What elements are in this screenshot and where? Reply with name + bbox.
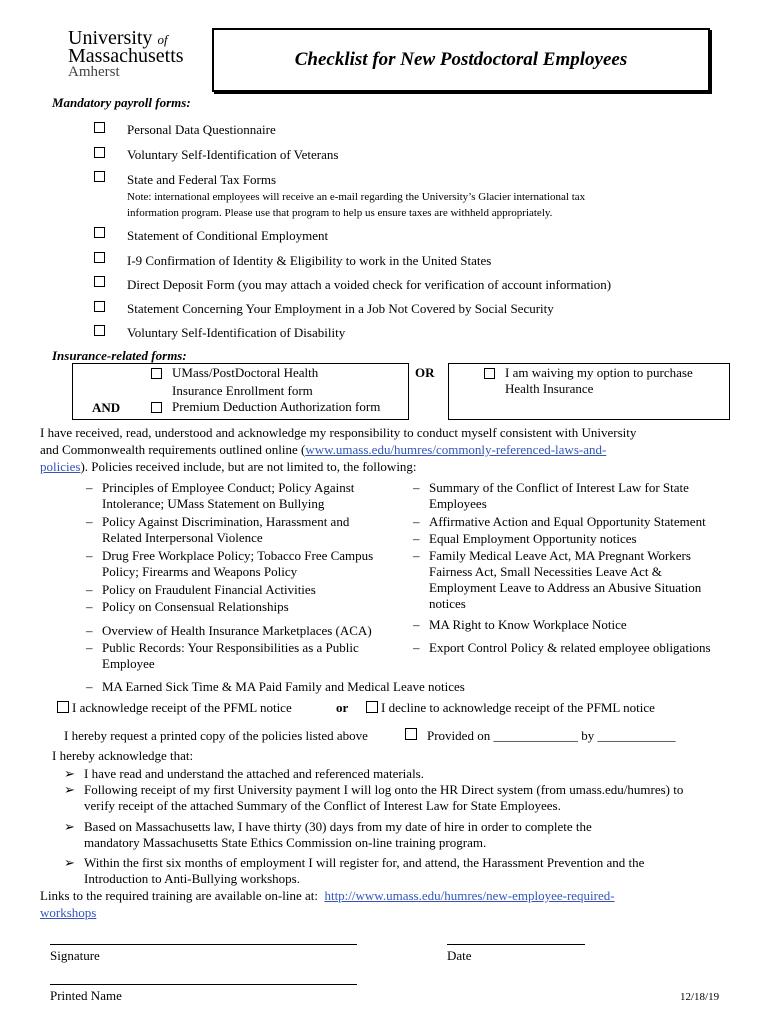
checkbox[interactable] bbox=[57, 701, 69, 713]
page-title: Checklist for New Postdoctoral Employees bbox=[294, 49, 628, 70]
policy-item bbox=[86, 640, 406, 672]
payroll-item-label: Voluntary Self-Identification of Veterans bbox=[127, 147, 339, 162]
logo-line-university: University bbox=[68, 27, 153, 49]
pfml-ack-checkbox-wrap[interactable] bbox=[57, 700, 69, 718]
printed-copy-checkbox-wrap[interactable] bbox=[405, 727, 417, 745]
payroll-item[interactable] bbox=[94, 275, 105, 291]
page-title-box bbox=[212, 28, 710, 92]
dash: – bbox=[86, 582, 93, 597]
policy-text: Drug Free Workplace Policy; Tobacco Free Campus bbox=[102, 548, 374, 563]
payroll-item[interactable] bbox=[94, 251, 105, 267]
policy-item bbox=[413, 514, 743, 530]
ack-item: Within the first six months of employment I will register for, and attend, the Harassment Prevention and the bbox=[84, 855, 645, 870]
waive-label: I am waiving my option to purchase bbox=[505, 365, 693, 380]
policy-text: Summary of the Conflict of Interest Law for State bbox=[429, 480, 689, 495]
policy-item bbox=[86, 480, 406, 512]
policy-text: Related Interpersonal Violence bbox=[102, 530, 263, 545]
training-line bbox=[40, 888, 615, 904]
pfml-decline-label: I decline to acknowledge receipt of the PFML notice bbox=[381, 700, 655, 715]
insurance-heading: Insurance-related forms: bbox=[52, 348, 187, 363]
ack-intro-text: and Commonwealth requirements outlined online ( bbox=[40, 442, 306, 457]
policy-text: Public Records: Your Responsibilities as a Public bbox=[102, 640, 359, 655]
dash: – bbox=[86, 480, 93, 495]
payroll-item-label: State and Federal Tax Forms bbox=[127, 172, 277, 187]
dash: – bbox=[86, 514, 93, 529]
policy-text: Employment Leave to Address an Abusive Situation bbox=[429, 580, 702, 595]
policy-text: Policy; Firearms and Weapons Policy bbox=[102, 564, 298, 579]
policy-text: Export Control Policy & related employee obligations bbox=[429, 640, 711, 655]
dash: – bbox=[86, 548, 93, 563]
payroll-item-label: Statement of Conditional Employment bbox=[127, 228, 329, 243]
payroll-item[interactable] bbox=[94, 146, 105, 162]
logo-line-massachusetts: Massachusetts bbox=[68, 45, 184, 67]
logo-line-amherst: Amherst bbox=[68, 64, 120, 80]
ack-item: Following receipt of my first University payment I will log onto the HR Direct system (from umass.edu/humres) to bbox=[84, 782, 684, 797]
waive-checkbox-wrap[interactable] bbox=[484, 366, 495, 384]
dash: – bbox=[86, 640, 93, 655]
dash: – bbox=[86, 599, 93, 614]
checkbox[interactable] bbox=[405, 728, 417, 740]
arrow-bullet-icon: ➢ bbox=[64, 766, 75, 781]
policy-item bbox=[86, 679, 586, 695]
policies-link[interactable]: www.umass.edu/humres/commonly-referenced-laws-and- bbox=[305, 442, 607, 457]
policy-text: Policy on Consensual Relationships bbox=[102, 599, 289, 614]
policy-item bbox=[86, 623, 406, 639]
ack-item: verify receipt of the attached Summary of the Conflict of Interest Law for State Employees. bbox=[84, 798, 561, 813]
policy-text: Family Medical Leave Act, MA Pregnant Workers bbox=[429, 548, 691, 563]
provided-on-field: Provided on _____________ by ____________ bbox=[427, 728, 676, 743]
payroll-item-label: Direct Deposit Form (you may attach a voided check for verification of account information) bbox=[127, 277, 612, 292]
pfml-or: or bbox=[336, 700, 349, 715]
payroll-item[interactable] bbox=[94, 324, 105, 340]
checkbox[interactable] bbox=[94, 252, 105, 263]
enroll-checkbox-wrap[interactable] bbox=[151, 366, 162, 384]
policy-item bbox=[86, 582, 406, 598]
training-link[interactable]: workshops bbox=[40, 905, 97, 920]
checkbox[interactable] bbox=[94, 227, 105, 238]
enroll-label: Insurance Enrollment form bbox=[172, 383, 313, 398]
pfml-ack-label: I acknowledge receipt of the PFML notice bbox=[72, 700, 292, 715]
checkbox[interactable] bbox=[484, 368, 495, 379]
form-date: 12/18/19 bbox=[680, 991, 720, 1003]
policy-item bbox=[413, 617, 743, 633]
ack-list-heading: I hereby acknowledge that: bbox=[52, 748, 194, 763]
printed-name-line[interactable] bbox=[50, 984, 357, 985]
premium-checkbox-wrap[interactable] bbox=[151, 400, 162, 418]
checkbox[interactable] bbox=[94, 276, 105, 287]
payroll-item-label: I-9 Confirmation of Identity & Eligibility to work in the United States bbox=[127, 253, 492, 268]
dash: – bbox=[413, 640, 420, 655]
ack-intro-line bbox=[40, 458, 417, 475]
arrow-bullet-icon: ➢ bbox=[64, 782, 75, 797]
policy-text: Intolerance; UMass Statement on Bullying bbox=[102, 496, 325, 511]
checkbox[interactable] bbox=[151, 368, 162, 379]
dash: – bbox=[86, 679, 93, 694]
checkbox[interactable] bbox=[151, 402, 162, 413]
university-logo bbox=[68, 27, 184, 80]
checkbox[interactable] bbox=[366, 701, 378, 713]
payroll-item-label: Statement Concerning Your Employment in a Job Not Covered by Social Security bbox=[127, 301, 554, 316]
dash: – bbox=[413, 548, 420, 563]
dash: – bbox=[413, 617, 420, 632]
checkbox[interactable] bbox=[94, 325, 105, 336]
dash: – bbox=[413, 480, 420, 495]
ack-item: Introduction to Anti-Bullying workshops. bbox=[84, 871, 300, 886]
policy-item bbox=[413, 480, 743, 512]
dash: – bbox=[413, 531, 420, 546]
policy-text: Policy on Fraudulent Financial Activities bbox=[102, 582, 316, 597]
policy-text: Principles of Employee Conduct; Policy Against bbox=[102, 480, 355, 495]
logo-of: of bbox=[157, 32, 168, 47]
date-line[interactable] bbox=[447, 944, 585, 945]
payroll-item-label: Personal Data Questionnaire bbox=[127, 122, 276, 137]
training-text: Links to the required training are available on-line at: bbox=[40, 888, 318, 903]
policy-item bbox=[413, 640, 753, 656]
policy-text: Affirmative Action and Equal Opportunity Statement bbox=[429, 514, 706, 529]
ack-intro-text: ). Policies received include, but are not limited to, the following: bbox=[80, 459, 417, 474]
checkbox[interactable] bbox=[94, 171, 105, 182]
checkbox[interactable] bbox=[94, 147, 105, 158]
policy-text: MA Earned Sick Time & MA Paid Family and Medical Leave notices bbox=[102, 679, 465, 694]
policy-text: Employee bbox=[102, 656, 155, 671]
date-label: Date bbox=[447, 948, 472, 963]
ack-intro-line: I have received, read, understood and acknowledge my responsibility to conduct myself consistent with University bbox=[40, 425, 637, 440]
waive-label: Health Insurance bbox=[505, 381, 594, 396]
arrow-bullet-icon: ➢ bbox=[64, 819, 75, 834]
checkbox[interactable] bbox=[94, 122, 105, 133]
ack-item: I have read and understand the attached and referenced materials. bbox=[84, 766, 424, 781]
tax-note: Note: international employees will receive an e-mail regarding the University’s Glacier international tax bbox=[127, 191, 586, 203]
payroll-item[interactable] bbox=[94, 170, 105, 186]
payroll-heading: Mandatory payroll forms: bbox=[52, 95, 191, 110]
pfml-decline-checkbox-wrap[interactable] bbox=[366, 700, 378, 718]
policy-item bbox=[413, 531, 743, 547]
payroll-item[interactable] bbox=[94, 300, 105, 316]
arrow-bullet-icon: ➢ bbox=[64, 855, 75, 870]
dash: – bbox=[86, 623, 93, 638]
ack-intro-line bbox=[40, 441, 606, 458]
policy-item bbox=[413, 548, 743, 612]
ack-item: Based on Massachusetts law, I have thirty (30) days from my date of hire in order to complete the bbox=[84, 819, 592, 834]
printed-name-label: Printed Name bbox=[50, 988, 122, 1003]
signature-line[interactable] bbox=[50, 944, 357, 945]
or-label: OR bbox=[415, 365, 435, 380]
enroll-label: UMass/PostDoctoral Health bbox=[172, 365, 319, 380]
training-link[interactable]: http://www.umass.edu/humres/new-employee-required- bbox=[324, 888, 615, 903]
and-label: AND bbox=[92, 400, 121, 415]
policy-text: MA Right to Know Workplace Notice bbox=[429, 617, 627, 632]
policy-text: Equal Employment Opportunity notices bbox=[429, 531, 637, 546]
payroll-item-label: Voluntary Self-Identification of Disability bbox=[127, 325, 346, 340]
policy-text: Overview of Health Insurance Marketplaces (ACA) bbox=[102, 623, 372, 638]
policy-text: Fairness Act, Small Necessities Leave Act & bbox=[429, 564, 662, 579]
payroll-item[interactable] bbox=[94, 226, 105, 242]
policy-text: Employees bbox=[429, 496, 487, 511]
premium-label: Premium Deduction Authorization form bbox=[172, 399, 381, 414]
dash: – bbox=[413, 514, 420, 529]
policy-text: notices bbox=[429, 596, 466, 611]
checkbox[interactable] bbox=[94, 301, 105, 312]
policy-item bbox=[86, 599, 406, 615]
payroll-item[interactable] bbox=[94, 121, 105, 137]
policy-item bbox=[86, 548, 406, 580]
tax-note: information program. Please use that program to help us ensure taxes are withheld appropriately. bbox=[127, 207, 553, 219]
policy-item bbox=[86, 514, 406, 546]
ack-item: mandatory Massachusetts State Ethics Commission on-line training program. bbox=[84, 835, 487, 850]
signature-label: Signature bbox=[50, 948, 100, 963]
policy-text: Policy Against Discrimination, Harassment and bbox=[102, 514, 350, 529]
policies-link[interactable]: policies bbox=[40, 459, 81, 474]
printed-copy-label: I hereby request a printed copy of the policies listed above bbox=[64, 728, 368, 743]
